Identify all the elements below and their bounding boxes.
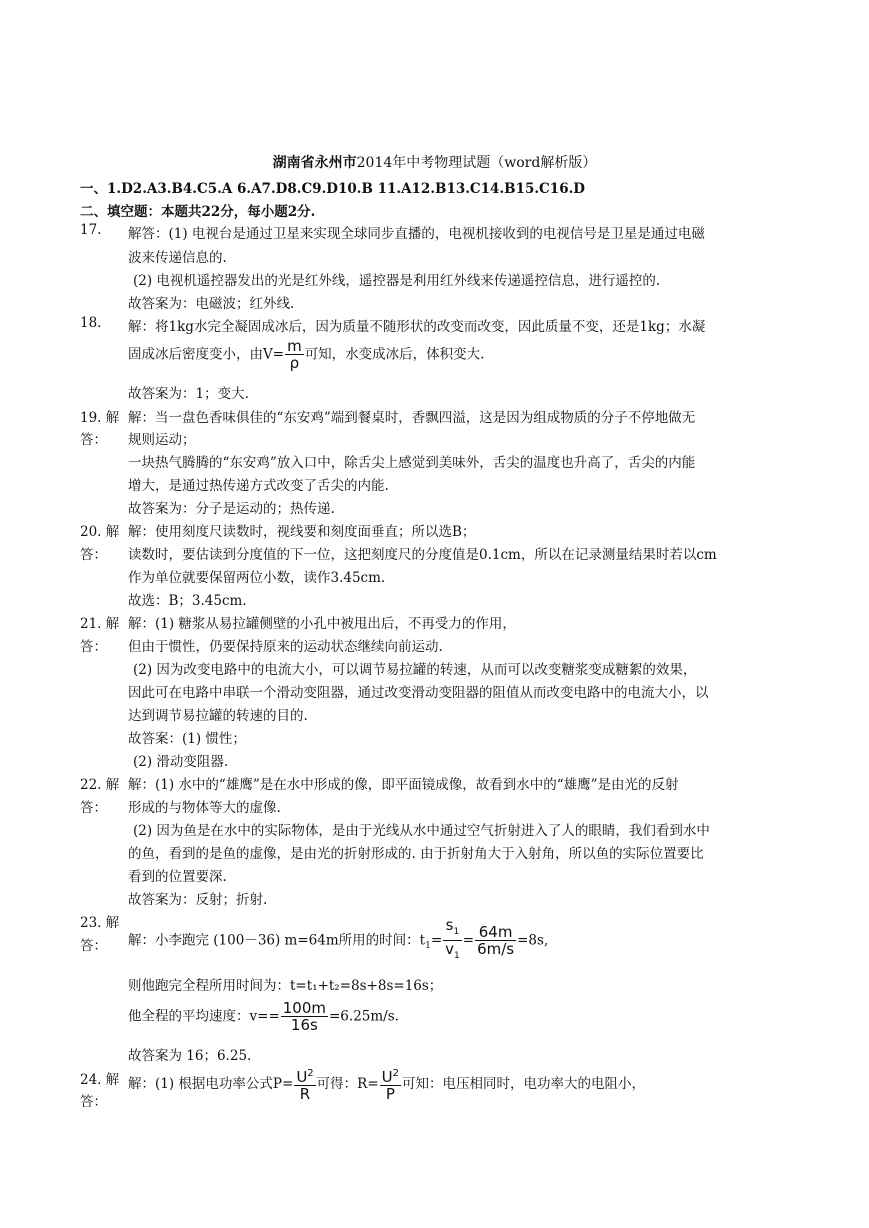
q24-line-1-b: 可得：R= (316, 1076, 379, 1092)
subscript: 1 (453, 927, 460, 937)
power-formula-fraction (294, 1066, 315, 1103)
q20-line-2: 读数时，要估读到分度值的下一位，这把刻度尺的分度值是0.1cm，所以在记录测量结果时若以cm (128, 547, 717, 563)
q17-number: 17. (80, 222, 102, 238)
q21-line-5: 达到调节易拉罐的转速的目的. (128, 708, 308, 724)
q23-line-4: 故答案为 16；6.25. (128, 1048, 252, 1064)
title-rest: 2014年中考物理试题（word解析版） (356, 155, 597, 171)
fraction-denominator: 6m/s (477, 940, 515, 958)
q21-line-7: (2) 滑动变阻器. (133, 754, 229, 770)
q19-line-3: 一块热气腾腾的“东安鸡”放入口中，除舌尖上感觉到美味外，舌尖的温度也升高了，舌尖的内能 (128, 455, 696, 471)
fraction-denominator (443, 941, 462, 965)
fraction-denominator: 16s (290, 1016, 318, 1034)
fraction-denominator: P (385, 1085, 395, 1103)
q22-number-2: 答： (80, 800, 107, 816)
symbol-u: U (381, 1068, 393, 1086)
title-bold-part: 湖南省永州市 (272, 155, 357, 171)
q22-line-3: (2) 因为鱼是在水中的实际物体，是由于光线从水中通过空气折射进入了人的眼睛，我们看到水中 (133, 823, 710, 839)
time-formula-fraction (443, 917, 462, 965)
q23-number: 23. 解 (80, 915, 120, 931)
value-fraction (475, 924, 516, 958)
q20-line-1: 解：使用刻度尺读数时，视线要和刻度面垂直；所以选B； (128, 524, 476, 540)
q23-line-1 (128, 917, 548, 965)
document-title (0, 152, 869, 172)
q23-line-1-a: 解：小李跑完 (100－36) m=64m所用的时间：t (128, 932, 426, 949)
q24-number-2: 答： (80, 1094, 107, 1110)
q18-number: 18. (80, 315, 102, 331)
q18-line-2 (128, 338, 484, 372)
q20-number-2: 答： (80, 547, 107, 563)
q22-line-5: 看到的位置要深. (128, 869, 227, 885)
fraction-denominator: R (299, 1085, 311, 1103)
fraction-numerator: m (287, 337, 302, 355)
q23-line-2: 则他跑完全程所用时间为：t=t₁+t₂=8s+8s=16s； (128, 978, 443, 994)
equals-sign: = (430, 932, 443, 949)
q21-number-2: 答： (80, 639, 107, 655)
q20-line-3: 作为单位就要保留两位小数，读作3.45cm. (128, 570, 386, 586)
fraction-numerator (294, 1066, 315, 1086)
fraction-numerator: 100m (282, 999, 326, 1017)
q19-line-1: 解：当一盘色香味俱佳的“东安鸡”端到餐桌时，香飘四溢，这是因为组成物质的分子不停地做无 (128, 410, 696, 426)
superscript: 2 (392, 1068, 400, 1079)
q22-number: 22. 解 (80, 777, 120, 793)
q22-line-1: 解：(1) 水中的“雄鹰”是在水中形成的像，即平面镜成像，故看到水中的“雄鹰”是由光的反射 (128, 777, 679, 793)
q24-number: 24. 解 (80, 1072, 120, 1088)
symbol-s: s (445, 916, 454, 934)
superscript: 2 (307, 1068, 314, 1079)
q22-line-4: 的鱼，看到的是鱼的虚像，是由光的折射形成的. 由于折射角大于入射角，所以鱼的实际位置要比 (128, 846, 704, 862)
q21-line-1: 解：(1) 糖浆从易拉罐侧壁的小孔中被甩出后，不再受力的作用， (128, 616, 516, 632)
fraction-numerator (443, 917, 462, 941)
q22-line-6: 故答案为：反射；折射. (128, 892, 268, 908)
average-speed-fraction (281, 1000, 328, 1034)
q18-line-2-a: 固成冰后密度变小，由V= (128, 346, 285, 363)
q19-line-4: 增大，是通过热传递方式改变了舌尖的内能. (128, 478, 389, 494)
q24-line-1 (128, 1066, 645, 1103)
q23-line-1-b: =8s, (517, 932, 549, 949)
fraction-denominator: ρ (289, 354, 300, 372)
q20-number: 20. 解 (80, 524, 120, 540)
q23-line-3-a: 他全程的平均速度：v== (128, 1008, 280, 1025)
q23-number-2: 答： (80, 938, 107, 954)
fraction-numerator (380, 1066, 401, 1086)
q21-line-4: 因此可在电路中串联一个滑动变阻器，通过改变滑动变阻器的阻值从而改变电路中的电流大小，以 (128, 685, 709, 701)
q19-number-2: 答： (80, 432, 107, 448)
fraction-numerator: 64m (475, 924, 516, 941)
q17-line-4: 故答案为：电磁波；红外线. (128, 296, 295, 312)
q21-line-2: 但由于惯性，仍要保持原来的运动状态继续向前运动. (128, 639, 443, 655)
q19-line-2: 规则运动； (128, 432, 196, 448)
q19-number: 19. 解 (80, 410, 120, 426)
q17-line-1: 解答：(1) 电视台是通过卫星来实现全球同步直播的，电视机接收到的电视信号是卫星是通过电磁 (128, 226, 705, 242)
density-formula-fraction (285, 338, 304, 372)
q18-line-3: 故答案为：1；变大. (128, 386, 249, 402)
q21-number: 21. 解 (80, 616, 120, 632)
subscript: 1 (454, 951, 460, 961)
resistance-formula-fraction (380, 1066, 401, 1103)
q22-line-2: 形成的与物体等大的虚像. (128, 800, 281, 816)
symbol-v: v (445, 940, 455, 958)
symbol-u: U (296, 1068, 308, 1086)
equals-sign: = (462, 932, 475, 949)
q20-line-4: 故选：B；3.45cm. (128, 593, 247, 609)
q23-line-3-b: =6.25m/s. (329, 1008, 399, 1025)
q18-line-1: 解：将1kg水完全凝固成冰后，因为质量不随形状的改变而改变，因此质量不变，还是1kg；水凝 (128, 319, 706, 335)
q17-line-2: 波来传递信息的. (128, 250, 227, 266)
q19-line-5: 故答案为：分子是运动的；热传递. (128, 501, 335, 517)
q17-line-3: (2) 电视机遥控器发出的光是红外线，遥控器是利用红外线来传递遥控信息，进行遥控的. (133, 273, 661, 289)
section-1-answers: 一、1.D2.A3.B4.C5.A 6.A7.D8.C9.D10.B 11.A12.B13.C14.B15.C16.D (80, 181, 585, 197)
q24-line-1-c: 可知：电压相同时，电功率大的电阻小， (402, 1076, 646, 1092)
q23-line-3 (128, 1000, 399, 1034)
q24-line-1-a: 解：(1) 根据电功率公式P= (128, 1076, 294, 1092)
q18-line-2-b: 可知，水变成冰后，体积变大. (304, 346, 485, 363)
subscript-1: 1 (425, 941, 431, 952)
q21-line-3: (2) 因为改变电路中的电流大小，可以调节易拉罐的转速，从而可以改变糖浆变成糖絮的效果， (133, 662, 697, 678)
q21-line-6: 故答案：(1) 惯性； (128, 731, 246, 747)
section-2-heading: 二、填空题：本题共22分，每小题2分. (80, 204, 316, 220)
